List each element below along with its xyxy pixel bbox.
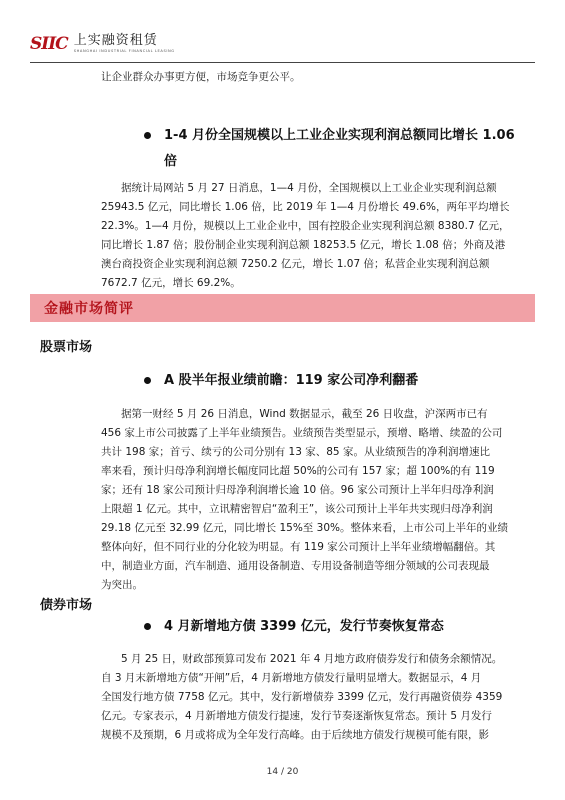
bond-section-body xyxy=(101,650,502,745)
profit-section-title xyxy=(144,123,515,175)
title-line: 1-4 月份全国规模以上工业企业实现利润总额同比增长 1.06 xyxy=(164,128,515,143)
banner-title: 金融市场简评 xyxy=(44,301,134,317)
title-line: 倍 xyxy=(164,154,178,169)
stock-market-heading: 股票市场 xyxy=(40,340,93,355)
logo-text xyxy=(74,34,175,54)
bullet-dot-icon xyxy=(144,623,151,630)
bullet-dot-icon xyxy=(144,377,151,384)
text-line: 7672.7 亿元，增长 69.2%。 xyxy=(101,277,241,289)
text-line: 规模不及预期，6 月或将成为全年发行高峰。由于后续地方债发行规模可能有限，影 xyxy=(101,729,490,741)
logo-english-name: SHANGHAI INDUSTRIAL FINANCIAL LEASING xyxy=(73,49,175,53)
stock-section-title xyxy=(144,368,418,394)
logo-chinese-name: 上实融资租赁 xyxy=(73,33,158,48)
text-line: 29.18 亿元至 32.99 亿元，同比增长 15%至 30%。整体来看，上市公司上半年的业绩 xyxy=(101,522,508,534)
company-logo xyxy=(30,34,175,54)
bond-section-title xyxy=(144,614,444,640)
title-line: 4 月新增地方债 3399 亿元，发行节奏恢复常态 xyxy=(164,619,444,634)
page-number: 14 / 20 xyxy=(266,767,299,777)
profit-section-body xyxy=(101,179,509,293)
header-divider xyxy=(30,62,535,63)
text-line: 据第一财经 5 月 26 日消息，Wind 数据显示，截至 26 日收盘，沪深两市已有 xyxy=(121,408,488,420)
text-line: 率来看，预计归母净利润增长幅度同比超 50%的公司有 157 家；超 100%的有 119 xyxy=(101,465,495,477)
title-line: A 股半年报业绩前瞻：119 家公司净利翻番 xyxy=(164,373,419,388)
text-line: 上限超 1 亿元。其中，立讯精密智启“盈利王”，该公司预计上半年共实现归母净利润 xyxy=(101,503,493,515)
text-line: 5 月 25 日，财政部预算司发布 2021 年 4 月地方政府债券发行和债务余额情况。 xyxy=(121,653,503,665)
text-line: 共计 198 家；首亏、续亏的公司分别有 13 家、85 家。从业绩预告的净利润增速比 xyxy=(101,446,490,458)
text-line: 全国发行地方债 7758 亿元。其中，发行新增债券 3399 亿元，发行再融资债券 4359 xyxy=(101,691,503,703)
text-line: 456 家上市公司披露了上半年业绩预告。业绩预告类型显示，预增、略增、续盈的公司 xyxy=(101,427,503,439)
bullet-dot-icon xyxy=(144,132,151,139)
section-banner xyxy=(30,294,535,322)
text-line: 同比增长 1.87 倍；股份制企业实现利润总额 18253.5 亿元，增长 1.08 倍；外商及港 xyxy=(101,239,506,251)
page-header xyxy=(0,0,565,60)
bond-market-heading: 债券市场 xyxy=(40,598,93,613)
logo-mark: SIIC xyxy=(30,34,68,54)
text-line: 22.3%。1—4 月份，规模以上工业企业中，国有控股企业实现利润总额 8380.7 亿元， xyxy=(101,220,510,232)
text-line: 整体向好，但不同行业的分化较为明显。有 119 家公司预计上半年业绩增幅翻倍。其 xyxy=(101,541,496,553)
text-line: 自 3 月末新增地方债“开闸”后，4 月新增地方债发行量明显增大。数据显示，4 月 xyxy=(101,672,482,684)
stock-section-body xyxy=(101,405,508,595)
intro-paragraph-tail xyxy=(101,68,301,87)
text-line: 让企业群众办事更方便，市场竞争更公平。 xyxy=(101,71,301,83)
text-line: 家；还有 18 家公司预计归母净利润增长逾 10 倍。96 家公司预计上半年归母净利润 xyxy=(101,484,494,496)
text-line: 为突出。 xyxy=(101,579,143,591)
text-line: 中，制造业方面，汽车制造、通用设备制造、专用设备制造等细分领域的公司表现最 xyxy=(101,560,490,572)
text-line: 25943.5 亿元，同比增长 1.06 倍，比 2019 年 1—4 月份增长 49.6%，两年平均增长 xyxy=(101,201,510,213)
text-line: 亿元。专家表示，4 月新增地方债发行提速，发行节奏逐渐恢复常态。预计 5 月发行 xyxy=(101,710,492,722)
text-line: 据统计局网站 5 月 27 日消息，1—4 月份，全国规模以上工业企业实现利润总额 xyxy=(121,182,497,194)
text-line: 澳台商投资企业实现利润总额 7250.2 亿元，增长 1.07 倍；私营企业实现利润总额 xyxy=(101,258,490,270)
